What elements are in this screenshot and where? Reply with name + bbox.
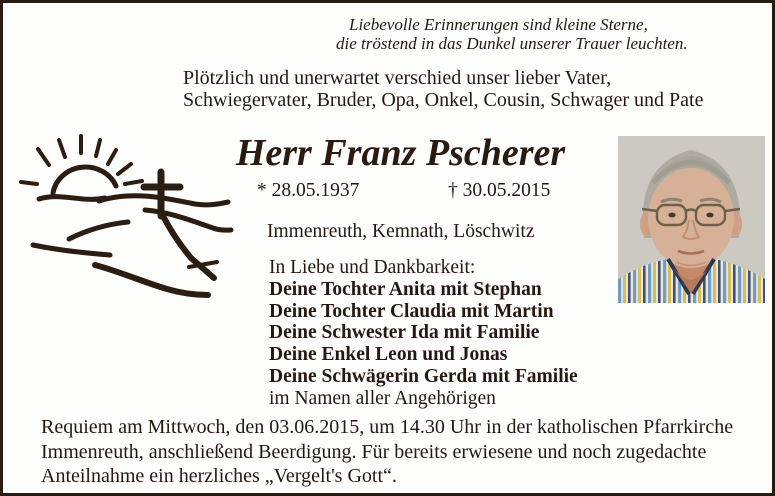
tribute-heading: In Liebe und Dankbarkeit: — [269, 257, 476, 278]
death-date: † 30.05.2015 — [448, 180, 551, 201]
mourner-line: Deine Tochter Anita mit Stephan — [269, 278, 542, 300]
intro-line-1: Plötzlich und unerwartet verschied unser lieber Vater, — [183, 67, 612, 89]
funeral-line-2: Immenreuth, anschließend Beerdigung. Für bereits erwiesene und noch zugedachte — [41, 440, 707, 463]
portrait-photo — [618, 136, 765, 303]
deceased-name: Herr Franz Pscherer — [235, 132, 566, 174]
funeral-line-1: Requiem am Mittwoch, den 03.06.2015, um 14.30 Uhr in der katholischen Pfarrkirche — [41, 416, 734, 438]
memorial-quote — [336, 15, 688, 53]
mourner-line: Deine Schwägerin Gerda mit Familie — [269, 365, 578, 387]
mourner-line: Deine Tochter Claudia mit Martin — [269, 300, 554, 322]
quote-line-2: die tröstend in das Dunkel unserer Trauer leuchten. — [336, 34, 688, 53]
mourner-line: Deine Enkel Leon und Jonas — [269, 344, 508, 366]
tribute-closing: im Namen aller Angehörigen — [269, 387, 496, 409]
mourner-line: Deine Schwester Ida mit Familie — [269, 322, 540, 344]
quote-line-1: Liebevolle Erinnerungen sind kleine Sterne, — [349, 15, 648, 34]
intro-line-2: Schwiegervater, Bruder, Opa, Onkel, Cousin, Schwager und Pate — [183, 89, 704, 111]
funeral-info — [41, 415, 733, 489]
intro-text — [183, 67, 704, 111]
birth-date: * 28.05.1937 — [257, 180, 360, 201]
residence-places: Immenreuth, Kemnath, Löschwitz — [267, 221, 535, 242]
funeral-line-3: Anteilnahme ein herzliches „Vergelt's Gott“. — [41, 465, 397, 487]
tribute-block — [269, 257, 578, 410]
